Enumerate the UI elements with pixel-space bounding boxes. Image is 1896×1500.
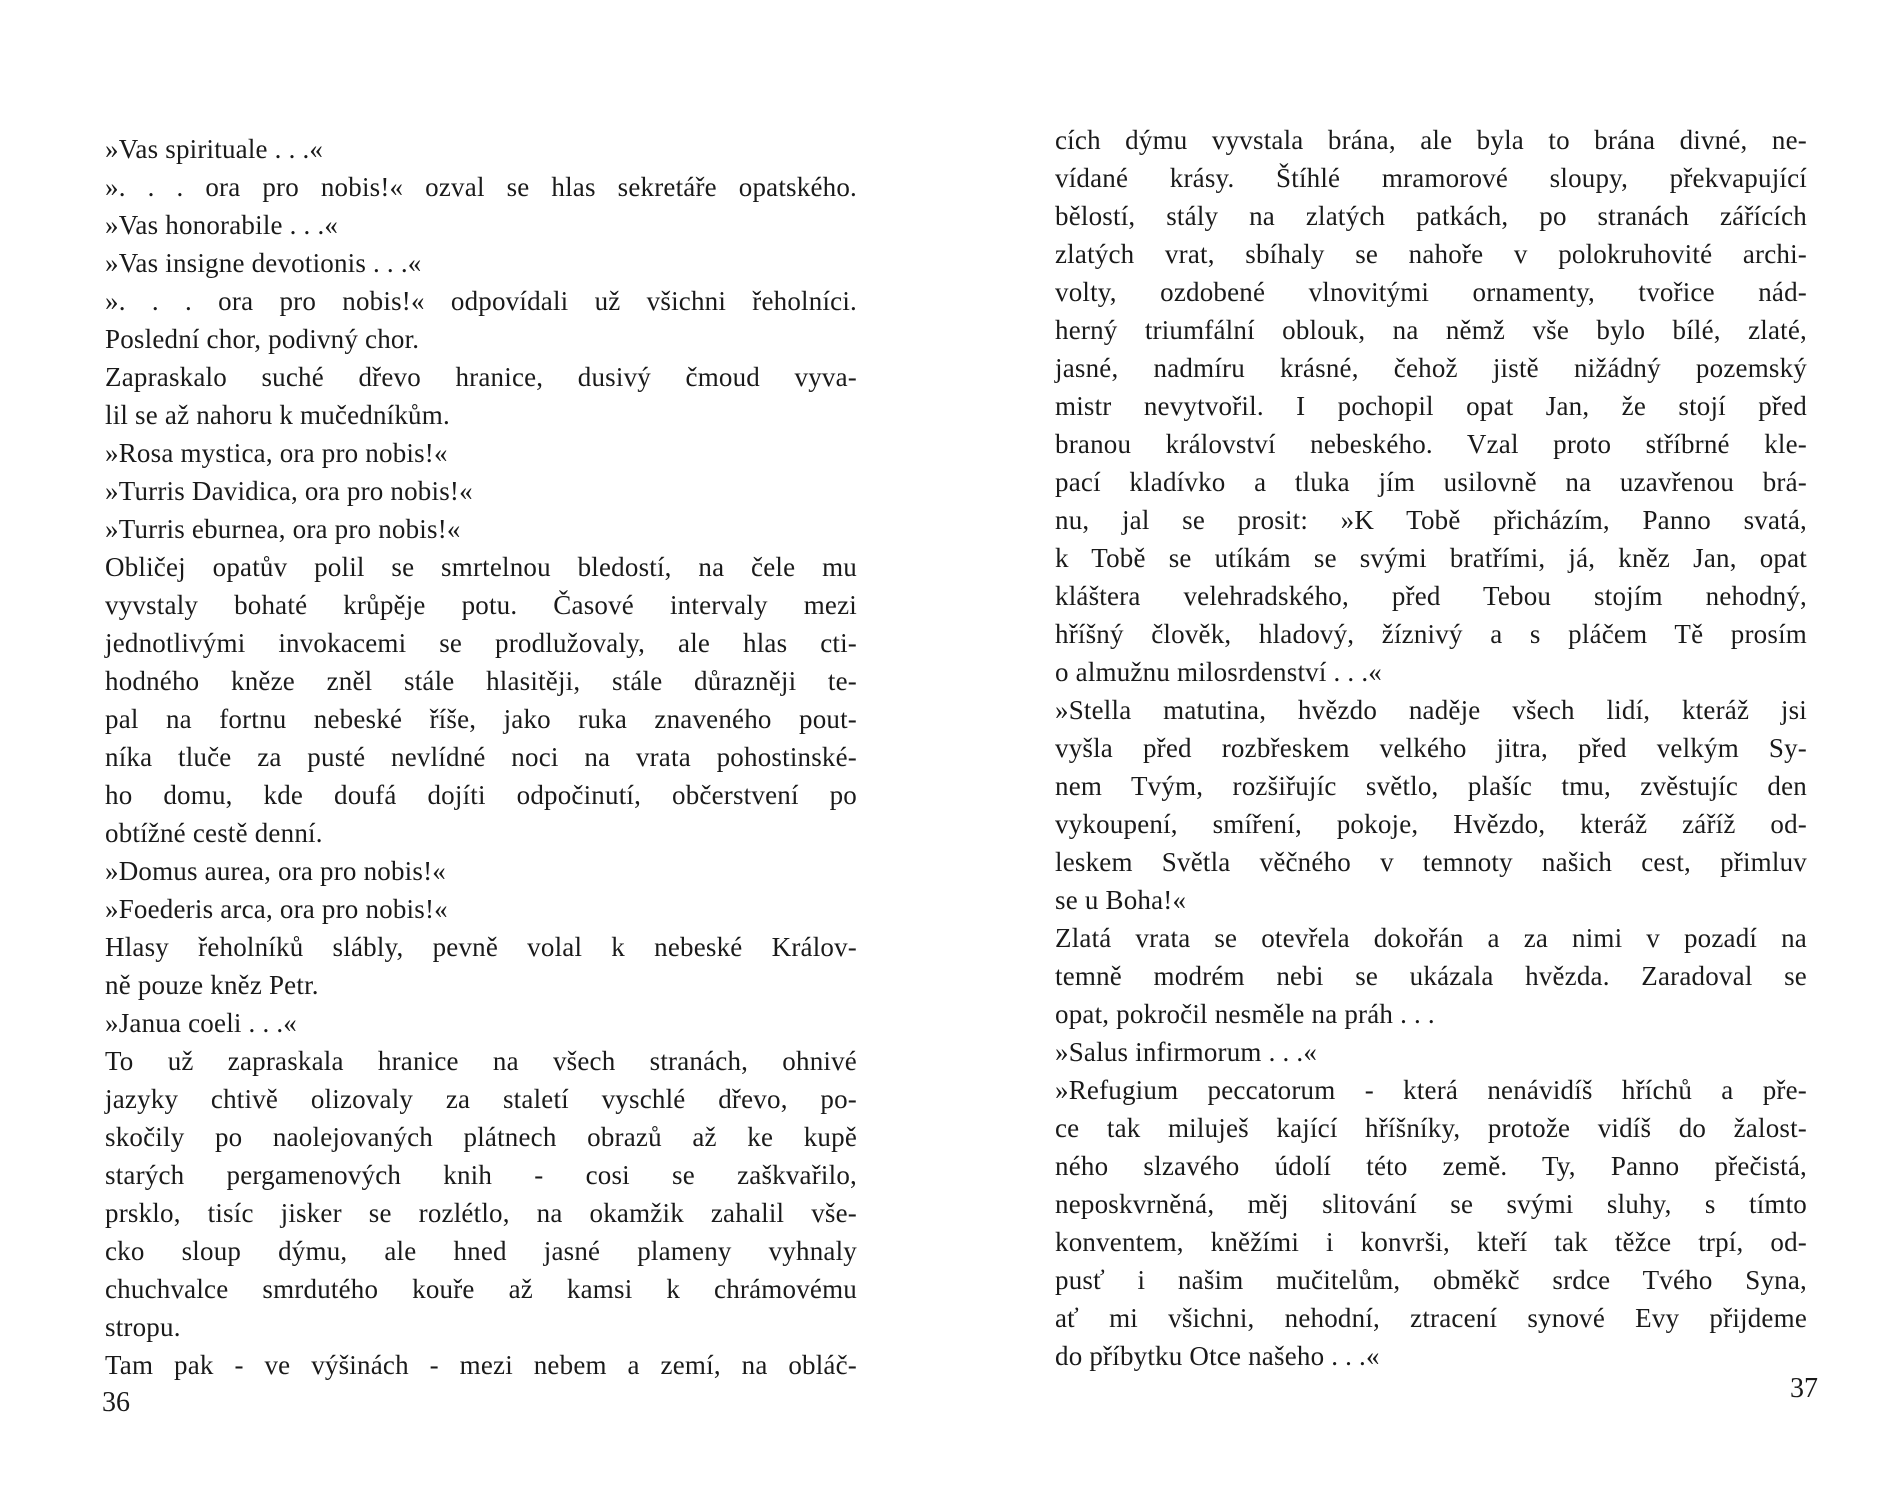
text-line: lil se až nahoru k mučedníkům. [105, 400, 450, 430]
text-line: o almužnu milosrdenství . . .« [1055, 657, 1382, 687]
text-line: ». . . ora pro nobis!« ozval se hlas sekretáře opatského. [105, 172, 857, 202]
text-line: hodného kněze zněl stále hlasitěji, stále důrazněji te- [105, 666, 857, 696]
text-line: konventem, kněžími i konvrši, kteří tak těžce trpí, od- [1055, 1227, 1807, 1257]
right-page-text [1055, 121, 1807, 1375]
text-line: »Vas insigne devotionis . . .« [105, 248, 422, 278]
text-line: vyvstaly bohaté krůpěje potu. Časové intervaly mezi [105, 590, 857, 620]
text-line: nem Tvým, rozšiřujíc světlo, plašíc tmu, zvěstujíc den [1055, 771, 1807, 801]
text-line: ať mi všichni, nehodní, ztracení synové Evy přijdeme [1055, 1303, 1807, 1333]
text-line: leskem Světla věčného v temnoty našich cest, přimluv [1055, 847, 1807, 877]
right-page [948, 0, 1896, 1500]
text-line: cích dýmu vyvstala brána, ale byla to brána divné, ne- [1055, 125, 1807, 155]
text-line: Obličej opatův polil se smrtelnou bledostí, na čele mu [105, 552, 857, 582]
text-line: vykoupení, smíření, pokoje, Hvězdo, kteráž záříž od- [1055, 809, 1807, 839]
text-line: Zlatá vrata se otevřela dokořán a za nimi v pozadí na [1055, 923, 1807, 953]
text-line: ně pouze kněz Petr. [105, 970, 319, 1000]
text-line: bělostí, stály na zlatých patkách, po stranách zářících [1055, 201, 1807, 231]
text-line: mistr nevytvořil. I pochopil opat Jan, že stojí před [1055, 391, 1807, 421]
text-line: opat, pokročil nesměle na práh . . . [1055, 999, 1435, 1029]
text-line: volty, ozdobené vlnovitými ornamenty, tvořice nád- [1055, 277, 1807, 307]
text-line: »Domus aurea, ora pro nobis!« [105, 856, 446, 886]
text-line: jasné, nadmíru krásné, čehož jistě nižádný pozemský [1055, 353, 1807, 383]
text-line: se u Boha!« [1055, 885, 1187, 915]
text-line: pací kladívko a tluka jím usilovně na uzavřenou brá- [1055, 467, 1807, 497]
text-line: chuchvalce smrdutého kouře až kamsi k chrámovému [105, 1274, 857, 1304]
text-line: Hlasy řeholníků slábly, pevně volal k nebeské Králov- [105, 932, 857, 962]
text-line: »Refugium peccatorum - která nenávidíš hříchů a pře- [1055, 1075, 1807, 1105]
text-line: kláštera velehradského, před Tebou stojím nehodný, [1055, 581, 1807, 611]
text-line: ho domu, kde doufá dojíti odpočinutí, občerstvení po [105, 780, 857, 810]
text-line: skočily po naolejovaných plátnech obrazů až ke kupě [105, 1122, 857, 1152]
text-line: ». . . ora pro nobis!« odpovídali už všichni řeholníci. [105, 286, 857, 316]
text-line: vyšla před rozbřeskem velkého jitra, před velkým Sy- [1055, 733, 1807, 763]
text-line: pusť i našim mučitelům, obměkč srdce Tvého Syna, [1055, 1265, 1807, 1295]
text-line: Poslední chor, podivný chor. [105, 324, 420, 354]
text-line: Zapraskalo suché dřevo hranice, dusivý čmoud vyva- [105, 362, 857, 392]
text-line: zlatých vrat, sbíhaly se nahoře v polokruhovité archi- [1055, 239, 1807, 269]
text-line: obtížné cestě denní. [105, 818, 323, 848]
text-line: nu, jal se prosit: »K Tobě přicházím, Panno svatá, [1055, 505, 1807, 535]
text-line: vídané krásy. Štíhlé mramorové sloupy, překvapující [1055, 163, 1807, 193]
left-page-number: 36 [102, 1387, 130, 1418]
text-line: »Vas spirituale . . .« [105, 134, 324, 164]
text-line: »Stella matutina, hvězdo naděje všech lidí, kteráž jsi [1055, 695, 1807, 725]
text-line: ného slzavého údolí této země. Ty, Panno přečistá, [1055, 1151, 1807, 1181]
text-line: »Vas honorabile . . .« [105, 210, 339, 240]
text-line: branou království nebeského. Vzal proto stříbrné kle- [1055, 429, 1807, 459]
text-line: níka tluče za pusté nevlídné noci na vrata pohostinské- [105, 742, 857, 772]
text-line: »Turris Davidica, ora pro nobis!« [105, 476, 473, 506]
text-line: k Tobě se utíkám se svými bratřími, já, kněz Jan, opat [1055, 543, 1807, 573]
text-line: Tam pak - ve výšinách - mezi nebem a zemí, na obláč- [105, 1350, 857, 1380]
text-line: hříšný člověk, hladový, žíznivý a s pláčem Tě prosím [1055, 619, 1807, 649]
right-page-number: 37 [1790, 1373, 1818, 1404]
text-line: jazyky chtivě olizovaly za staletí vyschlé dřevo, po- [105, 1084, 857, 1114]
text-line: pal na fortnu nebeské říše, jako ruka znaveného pout- [105, 704, 857, 734]
text-line: stropu. [105, 1312, 181, 1342]
text-line: To už zapraskala hranice na všech stranách, ohnivé [105, 1046, 857, 1076]
left-page-text [105, 130, 857, 1384]
text-line: do příbytku Otce našeho . . .« [1055, 1341, 1380, 1371]
text-line: cko sloup dýmu, ale hned jasné plameny vyhnaly [105, 1236, 857, 1266]
text-line: »Turris eburnea, ora pro nobis!« [105, 514, 461, 544]
text-line: »Rosa mystica, ora pro nobis!« [105, 438, 448, 468]
text-line: »Salus infirmorum . . .« [1055, 1037, 1318, 1067]
text-line: starých pergamenových knih - cosi se zaškvařilo, [105, 1160, 857, 1190]
text-line: prsklo, tisíc jisker se rozlétlo, na okamžik zahalil vše- [105, 1198, 857, 1228]
text-line: jednotlivými invokacemi se prodlužovaly, ale hlas cti- [105, 628, 857, 658]
text-line: ce tak miluješ kající hříšníky, protože vidíš do žalost- [1055, 1113, 1807, 1143]
text-line: »Foederis arca, ora pro nobis!« [105, 894, 448, 924]
text-line: neposkvrněná, měj slitování se svými sluhy, s tímto [1055, 1189, 1807, 1219]
text-line: temně modrém nebi se ukázala hvězda. Zaradoval se [1055, 961, 1807, 991]
text-line: herný triumfální oblouk, na němž vše bylo bílé, zlaté, [1055, 315, 1807, 345]
text-line: »Janua coeli . . .« [105, 1008, 297, 1038]
